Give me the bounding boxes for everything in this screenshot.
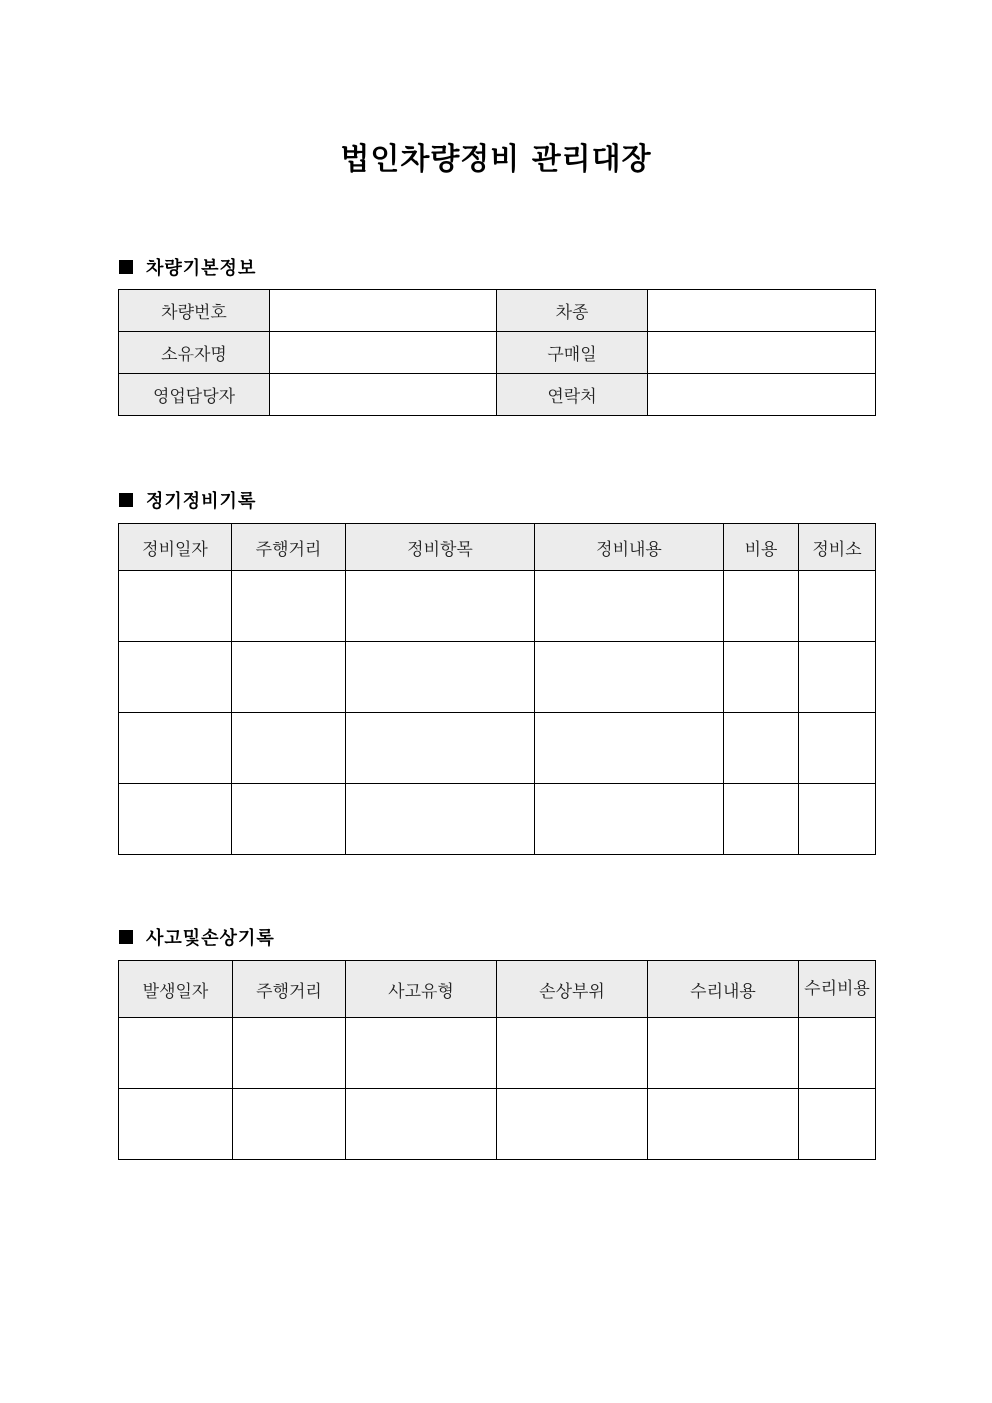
label-cell: 영업담당자 xyxy=(119,374,270,416)
table-cell[interactable] xyxy=(346,1018,497,1089)
label-cell: 연락처 xyxy=(497,374,648,416)
vehicle-model-field[interactable] xyxy=(648,290,876,332)
table-cell[interactable] xyxy=(497,1018,648,1089)
table-cell[interactable] xyxy=(346,784,535,855)
table-cell[interactable] xyxy=(497,1089,648,1160)
accident-damage-record-table xyxy=(118,960,876,1160)
purchase-date-field[interactable] xyxy=(648,332,876,374)
square-bullet-icon xyxy=(119,260,133,274)
table-cell[interactable] xyxy=(724,784,799,855)
table-cell[interactable] xyxy=(119,642,232,713)
column-header: 수리비용 xyxy=(799,961,876,1018)
table-cell[interactable] xyxy=(346,1089,497,1160)
table-cell[interactable] xyxy=(535,713,724,784)
section-heading-label: 정기정비기록 xyxy=(146,491,257,512)
table-cell[interactable] xyxy=(119,1089,233,1160)
table-cell[interactable] xyxy=(799,1089,876,1160)
contact-field[interactable] xyxy=(648,374,876,416)
table-row xyxy=(119,642,876,713)
label-cell: 구매일 xyxy=(497,332,648,374)
table-cell[interactable] xyxy=(346,713,535,784)
table-cell[interactable] xyxy=(648,1018,799,1089)
table-row xyxy=(119,332,876,374)
section-heading-maintenance xyxy=(119,487,256,513)
column-header: 주행거리 xyxy=(233,961,346,1018)
table-cell[interactable] xyxy=(724,713,799,784)
table-header-row xyxy=(119,524,876,571)
table-cell[interactable] xyxy=(799,713,876,784)
table-cell[interactable] xyxy=(119,713,232,784)
table-cell[interactable] xyxy=(724,571,799,642)
table-row xyxy=(119,713,876,784)
table-row xyxy=(119,1018,876,1089)
table-cell[interactable] xyxy=(535,784,724,855)
table-cell[interactable] xyxy=(232,784,346,855)
maintenance-record-table xyxy=(118,523,876,855)
column-header: 정비소 xyxy=(799,524,876,571)
table-cell[interactable] xyxy=(535,642,724,713)
column-header: 수리내용 xyxy=(648,961,799,1018)
table-cell[interactable] xyxy=(346,571,535,642)
table-row xyxy=(119,290,876,332)
table-cell[interactable] xyxy=(535,571,724,642)
table-row xyxy=(119,571,876,642)
table-cell[interactable] xyxy=(799,1018,876,1089)
vehicle-number-field[interactable] xyxy=(270,290,497,332)
label-cell: 차종 xyxy=(497,290,648,332)
table-cell[interactable] xyxy=(233,1018,346,1089)
table-row xyxy=(119,784,876,855)
table-cell[interactable] xyxy=(232,713,346,784)
table-cell[interactable] xyxy=(119,571,232,642)
sales-rep-field[interactable] xyxy=(270,374,497,416)
section-heading-accident xyxy=(119,924,275,950)
section-heading-label: 사고및손상기록 xyxy=(146,928,275,949)
column-header: 주행거리 xyxy=(232,524,346,571)
table-cell[interactable] xyxy=(346,642,535,713)
column-header: 사고유형 xyxy=(346,961,497,1018)
table-cell[interactable] xyxy=(799,571,876,642)
column-header: 손상부위 xyxy=(497,961,648,1018)
column-header: 정비내용 xyxy=(535,524,724,571)
table-cell[interactable] xyxy=(724,642,799,713)
label-cell: 차량번호 xyxy=(119,290,270,332)
table-cell[interactable] xyxy=(799,784,876,855)
table-header-row xyxy=(119,961,876,1018)
square-bullet-icon xyxy=(119,493,133,507)
square-bullet-icon xyxy=(119,930,133,944)
label-cell: 소유자명 xyxy=(119,332,270,374)
vehicle-basic-info-table xyxy=(118,289,876,416)
table-row xyxy=(119,1089,876,1160)
table-cell[interactable] xyxy=(119,1018,233,1089)
page-title: 법인차량정비 관리대장 xyxy=(340,142,652,177)
table-cell[interactable] xyxy=(799,642,876,713)
table-cell[interactable] xyxy=(119,784,232,855)
table-row xyxy=(119,374,876,416)
section-heading-basic xyxy=(119,254,256,280)
column-header: 정비항목 xyxy=(346,524,535,571)
column-header: 정비일자 xyxy=(119,524,232,571)
table-cell[interactable] xyxy=(233,1089,346,1160)
column-header: 발생일자 xyxy=(119,961,233,1018)
table-cell[interactable] xyxy=(232,642,346,713)
section-heading-label: 차량기본정보 xyxy=(146,258,257,279)
table-cell[interactable] xyxy=(232,571,346,642)
column-header: 비용 xyxy=(724,524,799,571)
owner-name-field[interactable] xyxy=(270,332,497,374)
table-cell[interactable] xyxy=(648,1089,799,1160)
